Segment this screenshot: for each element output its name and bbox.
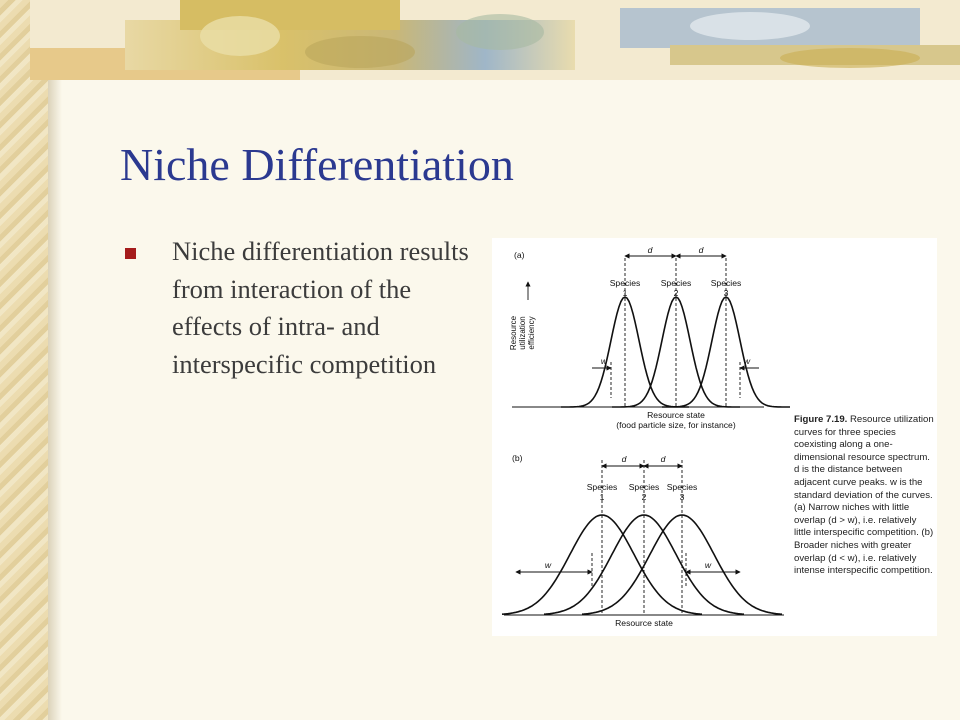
panel-a-ylabel-0: Resource xyxy=(509,315,518,351)
panel-b-species-num-1: 1 xyxy=(599,492,605,502)
panel-b-species-num-3: 3 xyxy=(679,492,685,502)
slide-title: Niche Differentiation xyxy=(120,139,514,190)
panel-b-xlabel: Resource state xyxy=(615,618,673,628)
panel-a-w-label-left: w xyxy=(600,356,608,366)
panel-a-d-label-1: d xyxy=(647,245,653,255)
panel-b-label: (b) xyxy=(512,453,523,463)
panel-a-species-num-3: 3 xyxy=(723,288,729,298)
panel-a-species-name-3: Species xyxy=(710,278,742,288)
panel-b-species-num-2: 2 xyxy=(641,492,647,502)
left-strip-shadow xyxy=(48,0,62,720)
panel-a-w-label-right: w xyxy=(743,356,751,366)
panel-b-w-label-left: w xyxy=(544,560,552,570)
panel-b-species-name-1: Species xyxy=(586,482,618,492)
decorative-top-banner xyxy=(30,0,960,80)
panel-b-d-label-2: d xyxy=(660,454,666,464)
panel-a-species-num-2: 2 xyxy=(673,288,679,298)
panel-b-w-label-right: w xyxy=(704,560,712,570)
panel-a-xlabel: Resource state xyxy=(647,410,705,420)
panel-b-species-name-3: Species xyxy=(666,482,698,492)
panel-a-ylabel-1: utilization xyxy=(518,316,527,350)
panel-a-d-label-2: d xyxy=(698,245,704,255)
panel-a-ylabel-2: efficiency xyxy=(527,316,536,350)
panel-b-species-name-2: Species xyxy=(628,482,660,492)
bullet-text: Niche differentiation results from interaction of the effects of intra- and interspecific competition xyxy=(172,236,469,379)
panel-a-xsub: (food particle size, for instance) xyxy=(616,420,736,430)
caption-body: Resource utilization curves for three species coexisting along a one-dimensional resource spectrum. d is the distance between adjacent curve peaks. w is the standard deviation of the curves. (a) Narrow niches with little overlap (d > w), i.e. relatively little interspecific competition. (b) Broader niches with greater overlap (d < w), i.e. relatively intense interspecific competition. xyxy=(794,414,934,577)
panel-a-label: (a) xyxy=(514,250,525,260)
caption-lead: Figure 7.19. xyxy=(794,414,848,425)
figure-caption xyxy=(794,414,934,578)
bullet-marker xyxy=(125,248,136,259)
panel-a-species-num-1: 1 xyxy=(622,288,628,298)
panel-a-species-name-2: Species xyxy=(660,278,692,288)
niche-figure xyxy=(492,238,937,636)
panel-a-species-name-1: Species xyxy=(609,278,641,288)
panel-b-d-label-1: d xyxy=(621,454,627,464)
decorative-left-strip xyxy=(0,0,48,720)
panel-b-curve-1 xyxy=(502,515,702,614)
